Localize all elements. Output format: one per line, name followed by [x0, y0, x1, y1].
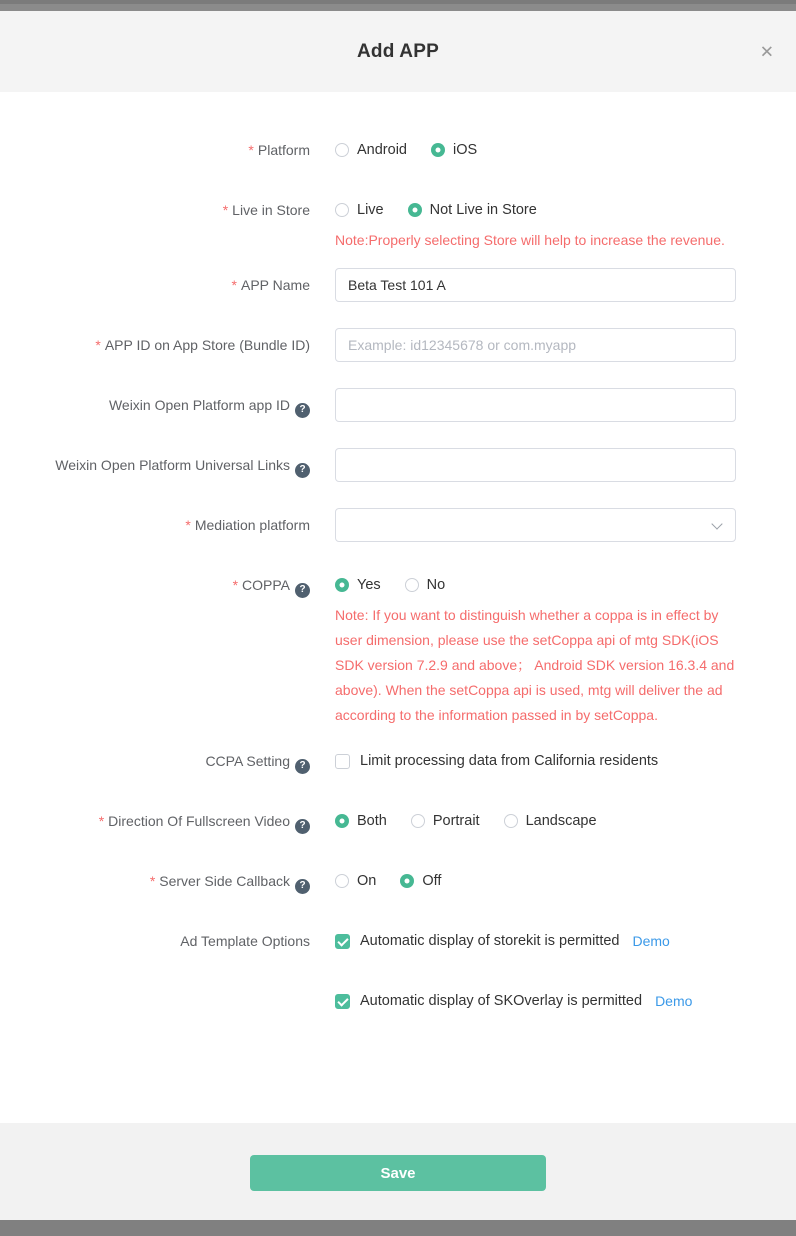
coppa-note: Note: If you want to distinguish whether a coppa is in effect by user dimension, please use the setCoppa api of mtg SDK(iOS SDK version 7.2.9 and above； Android SDK version 16.3.4 and above). When the setCoppa api is used, mtg will deliver the ad according to the information passed in by setCoppa. [335, 607, 735, 723]
radio-coppa-no[interactable]: No [405, 577, 446, 593]
direction-row [0, 804, 796, 838]
storekit-line [335, 924, 796, 958]
direction-label: * Direction Of Fullscreen Video ? [0, 804, 310, 834]
bundle-id-row [0, 328, 796, 362]
live-in-store-label: * Live in Store [222, 202, 310, 218]
ccpa-checkbox[interactable]: Limit processing data from California residents [335, 753, 658, 769]
radio-icon [400, 874, 414, 888]
radio-not-live[interactable]: Not Live in Store [408, 202, 537, 218]
mediation-platform-select-value[interactable] [335, 508, 736, 542]
radio-coppa-yes[interactable]: Yes [335, 577, 381, 593]
save-button[interactable]: Save [250, 1155, 546, 1191]
required-marker: * [248, 142, 254, 158]
radio-both[interactable]: Both [335, 813, 387, 829]
required-marker: * [231, 277, 237, 293]
help-icon[interactable]: ? [295, 879, 310, 894]
ad-template-row [0, 924, 796, 1018]
radio-off[interactable]: Off [400, 873, 441, 889]
add-app-form [0, 92, 796, 1123]
help-icon[interactable]: ? [295, 583, 310, 598]
required-marker: * [232, 577, 239, 593]
modal-header [0, 11, 796, 92]
skoverlay-demo-link[interactable]: Demo [655, 993, 693, 1009]
weixin-app-id-input[interactable] [335, 388, 736, 422]
radio-icon [405, 578, 419, 592]
radio-icon [335, 874, 349, 888]
checkbox-icon [335, 754, 350, 769]
required-marker: * [149, 873, 156, 889]
ccpa-label: CCPA Setting ? [0, 744, 310, 774]
platform-label: * Platform [248, 142, 310, 158]
help-icon[interactable]: ? [295, 819, 310, 834]
radio-icon [335, 578, 349, 592]
required-marker: * [98, 813, 105, 829]
radio-portrait[interactable]: Portrait [411, 813, 480, 829]
weixin-universal-links-label: Weixin Open Platform Universal Links ? [0, 448, 310, 478]
radio-icon [408, 203, 422, 217]
checkbox-icon [335, 994, 350, 1009]
live-in-store-note: Note:Properly selecting Store will help to increase the revenue. [335, 232, 725, 248]
radio-icon [335, 814, 349, 828]
page-background-top [0, 0, 796, 11]
modal-title: Add APP [357, 40, 439, 62]
bundle-id-input[interactable] [335, 328, 736, 362]
weixin-universal-links-input[interactable] [335, 448, 736, 482]
skoverlay-checkbox[interactable]: Automatic display of SKOverlay is permitted [335, 993, 642, 1009]
radio-ios[interactable]: iOS [431, 142, 477, 158]
server-callback-row [0, 864, 796, 898]
close-icon[interactable]: ✕ [756, 39, 778, 64]
storekit-demo-link[interactable]: Demo [632, 933, 670, 949]
server-callback-radio-group [335, 873, 441, 889]
ad-template-label: Ad Template Options [180, 933, 310, 949]
help-icon[interactable]: ? [295, 759, 310, 774]
platform-radio-group [335, 142, 477, 158]
weixin-universal-links-row [0, 448, 796, 482]
radio-icon [431, 143, 445, 157]
skoverlay-line [335, 984, 796, 1018]
live-in-store-radio-group [335, 202, 537, 218]
coppa-radio-group [335, 577, 445, 593]
live-in-store-row [0, 193, 796, 252]
coppa-row [0, 568, 796, 728]
ccpa-row [0, 744, 796, 778]
mediation-platform-label: * Mediation platform [185, 517, 310, 533]
radio-landscape[interactable]: Landscape [504, 813, 597, 829]
radio-icon [411, 814, 425, 828]
radio-android[interactable]: Android [335, 142, 407, 158]
mediation-platform-row [0, 508, 796, 542]
checkbox-icon [335, 934, 350, 949]
direction-radio-group [335, 813, 597, 829]
app-name-input[interactable] [335, 268, 736, 302]
coppa-label: * COPPA ? [0, 568, 310, 598]
mediation-platform-select[interactable] [335, 508, 736, 542]
radio-icon [335, 203, 349, 217]
modal-footer [0, 1123, 796, 1220]
required-marker: * [222, 202, 229, 218]
weixin-app-id-row [0, 388, 796, 422]
weixin-app-id-label: Weixin Open Platform app ID ? [0, 388, 310, 418]
bundle-id-label: * APP ID on App Store (Bundle ID) [95, 337, 310, 353]
radio-icon [335, 143, 349, 157]
radio-live[interactable]: Live [335, 202, 384, 218]
app-name-label: * APP Name [231, 277, 310, 293]
help-icon[interactable]: ? [295, 463, 310, 478]
page-background-bottom [0, 1220, 796, 1236]
platform-row [0, 133, 796, 167]
app-name-row [0, 268, 796, 302]
required-marker: * [95, 337, 101, 353]
server-callback-label: * Server Side Callback ? [0, 864, 310, 894]
required-marker: * [185, 517, 191, 533]
storekit-checkbox[interactable]: Automatic display of storekit is permitted [335, 933, 620, 949]
help-icon[interactable]: ? [295, 403, 310, 418]
radio-on[interactable]: On [335, 873, 376, 889]
radio-icon [504, 814, 518, 828]
